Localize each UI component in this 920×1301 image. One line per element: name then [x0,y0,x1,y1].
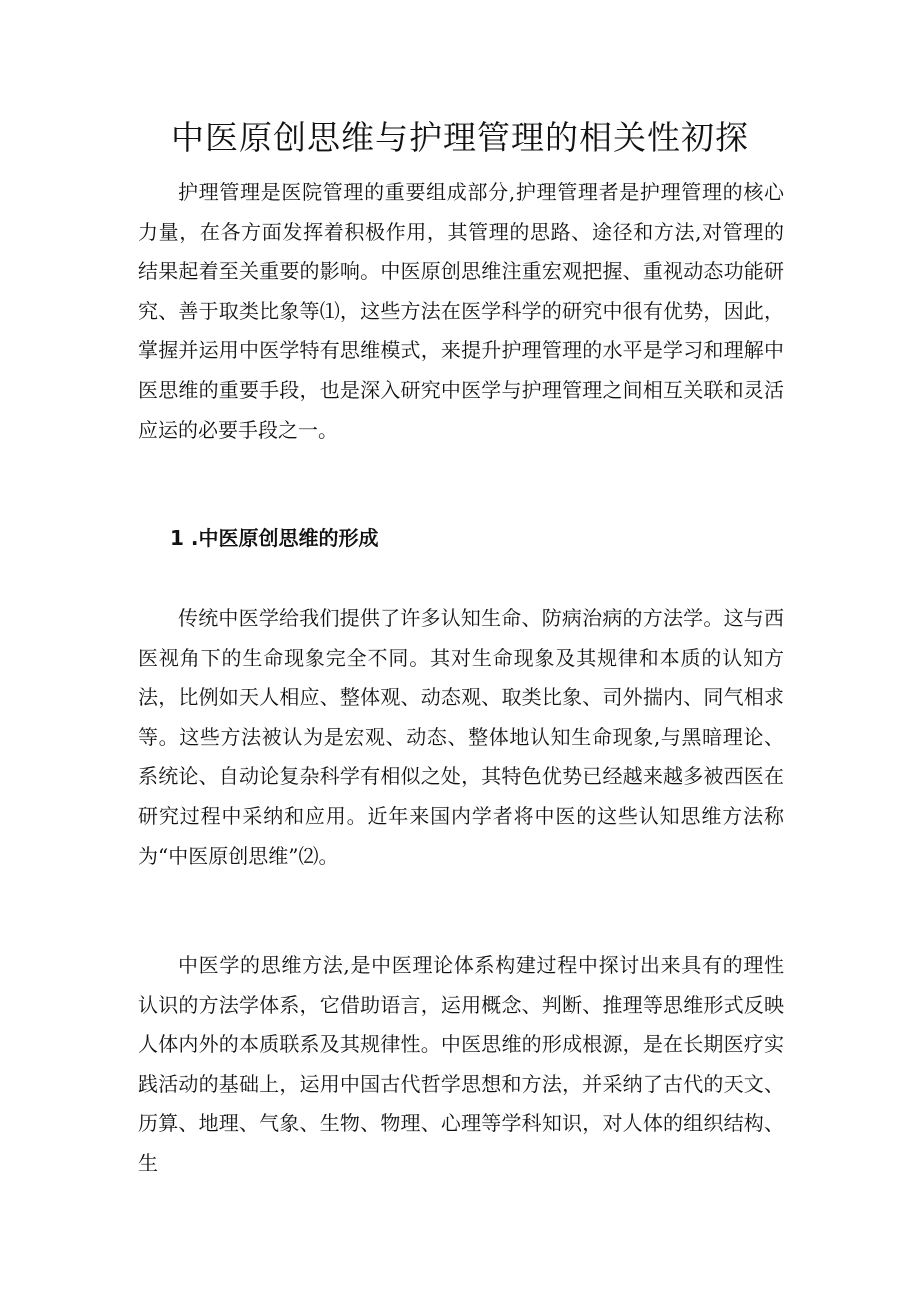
document-title: 中医原创思维与护理管理的相关性初探 [171,118,749,157]
section-heading: 1 .中医原创思维的形成 [170,526,379,550]
intro-paragraph: 护理管理是医院管理的重要组成部分,护理管理者是护理管理的核心力量，在各方面发挥着积极作用，其管理的思路、途径和方法,对管理的结果起着至关重要的影响。中医原创思维注重宏观把握、重视动态功能研究、善于取类比象等⑴，这些方法在医学科学的研究中很有优势，因此，掌握并运用中医学特有思维模式，来提升护理管理的水平是学习和理解中医思维的重要手段，也是深入研究中医学与护理管理之间相互关联和灵活应运的必要手段之一。 [138,180,784,442]
section-paragraph-1: 传统中医学给我们提供了许多认知生命、防病治病的方法学。这与西医视角下的生命现象完全不同。其对生命现象及其规律和本质的认知方法，比例如天人相应、整体观、动态观、取类比象、司外揣内、同气相求等。这些方法被认为是宏观、动态、整体地认知生命现象,与黑暗理论、系统论、自动论复杂科学有相似之处，其特色优势已经越来越多被西医在研究过程中采纳和应用。近年来国内学者将中医的这些认知思维方法称为“中医原创思维”⑵。 [138,606,784,868]
section-paragraph-2: 中医学的思维方法,是中医理论体系构建过程中探讨出来具有的理性认识的方法学体系，它借助语言，运用概念、判断、推理等思维形式反映人体内外的本质联系及其规律性。中医思维的形成根源，是在长期医疗实践活动的基础上，运用中国古代哲学思想和方法，并采纳了古代的天文、历算、地理、气象、生物、物理、心理等学科知识，对人体的组织结构、生 [138,953,784,1175]
